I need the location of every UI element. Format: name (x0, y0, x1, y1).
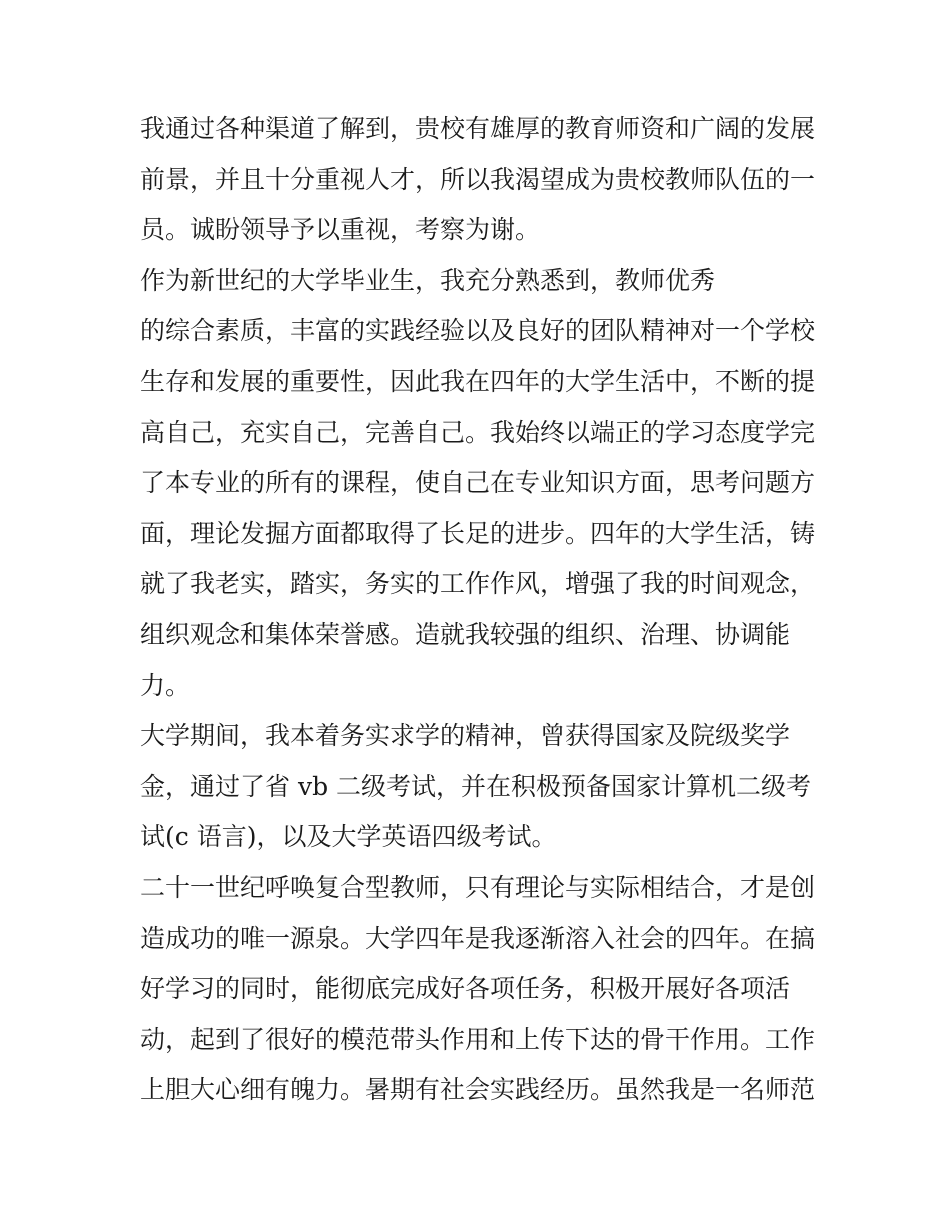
text-line: 就了我老实，踏实，务实的工作作风，增强了我的时间观念， (140, 569, 816, 599)
text-line: 上胆大心细有魄力。暑期有社会实践经历。虽然我是一名师范 (140, 1075, 816, 1105)
text-line: 组织观念和集体荣誉感。造就我较强的组织、治理、协调能 (140, 619, 791, 649)
text-line: 造成功的唯一源泉。大学四年是我逐渐溶入社会的四年。在搞 (140, 923, 816, 953)
text-line: 了本专业的所有的课程，使自己在专业知识方面，思考问题方 (140, 468, 816, 498)
text-line: 员。诚盼领导予以重视，考察为谢。 (140, 215, 541, 245)
text-line: 我通过各种渠道了解到，贵校有雄厚的教育师资和广阔的发展 (140, 114, 816, 143)
text-line: 二十一世纪呼唤复合型教师，只有理论与实际相结合，才是创 (140, 872, 816, 902)
text-line: 面，理论发掘方面都取得了长足的进步。四年的大学生活，铸 (140, 518, 816, 548)
text-line: 前景，并且十分重视人才，所以我渴望成为贵校教师队伍的一 (140, 164, 816, 194)
text-line: 好学习的同时，能彻底完成好各项任务，积极开展好各项活 (140, 974, 791, 1004)
text-line: 力。 (140, 670, 191, 700)
text-line: 金，通过了省 vb 二级考试，并在积极预备国家计算机二级考 (140, 771, 812, 801)
text-line: 大学期间，我本着务实求学的精神，曾获得国家及院级奖学 (140, 721, 791, 751)
text-line: 的综合素质，丰富的实践经验以及良好的团队精神对一个学校 (140, 316, 816, 346)
text-line: 动，起到了很好的模范带头作用和上传下达的骨干作用。工作 (140, 1024, 816, 1054)
text-line: 试(c 语言)，以及大学英语四级考试。 (140, 822, 557, 852)
text-line: 高自己，充实自己，完善自己。我始终以端正的学习态度学完 (140, 417, 816, 447)
document-body (140, 104, 820, 1116)
text-line: 作为新世纪的大学毕业生，我充分熟悉到，教师优秀 (140, 265, 716, 295)
text-line: 生存和发展的重要性，因此我在四年的大学生活中，不断的提 (140, 366, 816, 396)
